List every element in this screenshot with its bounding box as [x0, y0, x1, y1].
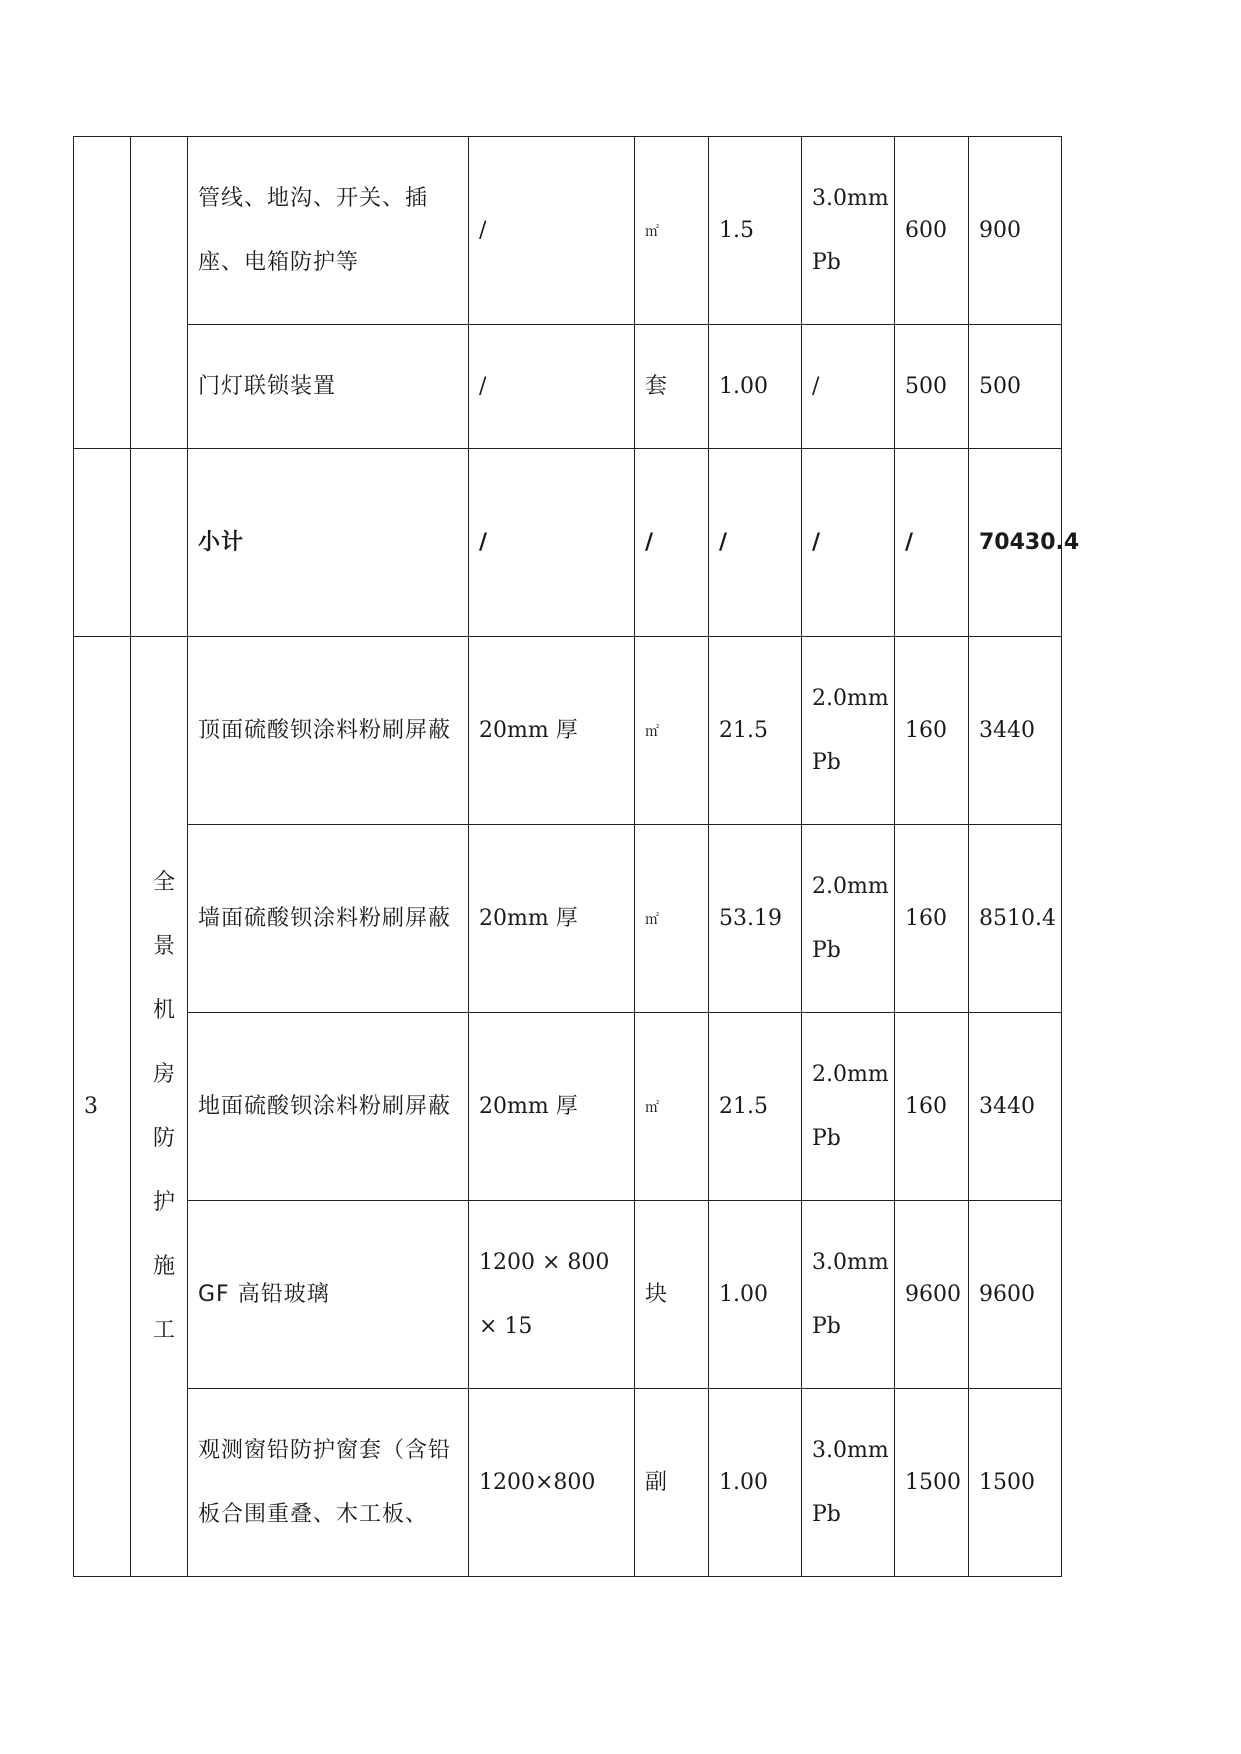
lead-equivalent-cell: 2.0mm Pb — [802, 637, 895, 825]
item-number-cell — [74, 137, 131, 449]
spec-cell: / — [469, 449, 635, 637]
total-cell: 3440 — [969, 637, 1062, 825]
unit-cell: 副 — [635, 1389, 709, 1577]
lead-equivalent-cell: 3.0mm Pb — [802, 1201, 895, 1389]
subtotal-value: 70430.4 — [969, 449, 1062, 637]
unit-cell — [635, 825, 709, 1013]
subtotal-row — [74, 449, 1062, 637]
lead-equivalent-cell: / — [802, 325, 895, 449]
total-cell: 3440 — [969, 1013, 1062, 1201]
lead-equivalent-cell: 3.0mm Pb — [802, 137, 895, 325]
unit-text: ㎡ — [645, 911, 659, 928]
spec-cell: 20mm 厚 — [469, 637, 635, 825]
item-name-cell: 管线、地沟、开关、插座、电箱防护等 — [188, 137, 469, 325]
unit-text: ㎡ — [645, 223, 659, 240]
lead-equivalent-cell: 2.0mm Pb — [802, 1013, 895, 1201]
table-row — [74, 137, 1062, 325]
quantity-cell: 1.00 — [709, 1389, 802, 1577]
total-cell: 500 — [969, 325, 1062, 449]
quantity-cell: 1.00 — [709, 325, 802, 449]
item-number-cell — [74, 449, 131, 637]
table-row — [74, 1201, 1062, 1389]
unit-price-cell: 9600 — [895, 1201, 969, 1389]
category-label: 全景机房防护施工 — [152, 869, 175, 1343]
quantity-cell: 1.5 — [709, 137, 802, 325]
quotation-table — [73, 136, 1080, 1577]
quantity-cell: 53.19 — [709, 825, 802, 1013]
item-name-cell: GF 高铅玻璃 — [188, 1201, 469, 1389]
spec-cell: 1200 × 800 × 15 — [469, 1201, 635, 1389]
unit-price-cell: 1500 — [895, 1389, 969, 1577]
table-row — [74, 1389, 1062, 1577]
unit-price-cell: / — [895, 449, 969, 637]
unit-cell — [635, 137, 709, 325]
total-cell: 1500 — [969, 1389, 1062, 1577]
quantity-cell: 21.5 — [709, 637, 802, 825]
spec-cell: / — [469, 137, 635, 325]
category-cell — [131, 137, 188, 449]
item-number-cell: 3 — [74, 637, 131, 1577]
total-cell: 8510.4 — [969, 825, 1062, 1013]
spec-cell: 20mm 厚 — [469, 1013, 635, 1201]
unit-cell — [635, 1013, 709, 1201]
item-name-cell: 门灯联锁装置 — [188, 325, 469, 449]
item-name-cell: 顶面硫酸钡涂料粉刷屏蔽 — [188, 637, 469, 825]
subtotal-label: 小计 — [188, 449, 469, 637]
unit-cell: / — [635, 449, 709, 637]
table-row — [74, 637, 1062, 825]
lead-equivalent-cell: / — [802, 449, 895, 637]
total-cell: 900 — [969, 137, 1062, 325]
table-row — [74, 1013, 1062, 1201]
spec-cell: 20mm 厚 — [469, 825, 635, 1013]
spec-cell: 1200×800 — [469, 1389, 635, 1577]
lead-equivalent-cell: 2.0mm Pb — [802, 825, 895, 1013]
unit-price-cell: 160 — [895, 1013, 969, 1201]
quantity-cell: 21.5 — [709, 1013, 802, 1201]
unit-text: ㎡ — [645, 1099, 659, 1116]
lead-equivalent-cell: 3.0mm Pb — [802, 1389, 895, 1577]
unit-price-cell: 160 — [895, 825, 969, 1013]
spec-cell: / — [469, 325, 635, 449]
quantity-cell: / — [709, 449, 802, 637]
unit-cell — [635, 637, 709, 825]
unit-price-cell: 600 — [895, 137, 969, 325]
item-name-cell: 墙面硫酸钡涂料粉刷屏蔽 — [188, 825, 469, 1013]
category-cell — [131, 637, 188, 1577]
category-cell — [131, 449, 188, 637]
quantity-cell: 1.00 — [709, 1201, 802, 1389]
unit-cell: 块 — [635, 1201, 709, 1389]
unit-price-cell: 500 — [895, 325, 969, 449]
table-row — [74, 325, 1062, 449]
unit-cell: 套 — [635, 325, 709, 449]
item-name-cell: 观测窗铅防护窗套（含铅板合围重叠、木工板、 — [188, 1389, 469, 1577]
table-row — [74, 825, 1062, 1013]
unit-price-cell: 160 — [895, 637, 969, 825]
unit-text: ㎡ — [645, 723, 659, 740]
item-name-cell: 地面硫酸钡涂料粉刷屏蔽 — [188, 1013, 469, 1201]
total-cell: 9600 — [969, 1201, 1062, 1389]
